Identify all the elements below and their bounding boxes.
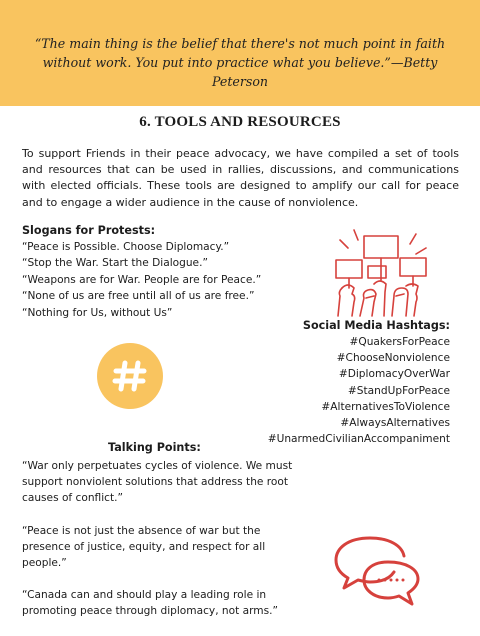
hashtag-item: #DiplomacyOverWar [338,368,450,381]
hashtag-item: #AlwaysAlternatives [340,417,450,430]
talking-point: “War only perpetuates cycles of violence. We must support nonviolent solutions that address the root causes of conflict.” [22,460,293,505]
hashtags-block [268,319,450,447]
hashtag-item: #StandUpForPeace [347,384,450,397]
hashtags-heading: Social Media Hashtags: [302,319,450,332]
slogan-item: “Peace is Possible. Choose Diplomacy.” [22,241,230,253]
speech-bubbles-icon [330,532,426,616]
talking-points-block [22,441,302,636]
hashtag-icon [97,343,163,409]
slogans-list [22,239,292,321]
slogan-item: “Nothing for Us, without Us” [22,306,173,319]
slogans-block [22,224,292,321]
section-title: 6. TOOLS AND RESOURCES [139,114,341,130]
intro-paragraph: To support Friends in their peace advocacy, we have compiled a set of tools and resources that can be used in rallies, discussions, and communications with elected officials. These tools are designed to amplify our call for peace and to engage a wider audience in the cause of nonviolence. [22,147,459,209]
slogan-item: “Weapons are for War. People are for Peace.” [22,273,262,286]
slogans-heading: Slogans for Protests: [22,224,156,237]
hashtag-item: #ChooseNonviolence [336,352,450,365]
talking-point: “Peace is not just the absence of war but the presence of justice, equity, and respect for all people.” [22,524,266,570]
talking-point: “Canada can and should play a leading role in promoting peace through diplomacy, not arms.” [22,589,278,618]
hashtag-item: #QuakersForPeace [349,336,450,348]
quote-banner [0,0,480,106]
slogan-item: “Stop the War. Start the Dialogue.” [22,257,208,270]
hashtags-list [268,334,450,447]
banner-quote: “The main thing is the belief that there's not much point in faith without work. You put into practice what you believe.”—Betty Peterson [34,36,446,89]
slogan-item: “None of us are free until all of us are free.” [22,290,255,303]
hashtag-item: #UnarmedCivilianAccompaniment [267,433,450,446]
protest-signs-icon [326,222,438,322]
talking-points-heading: Talking Points: [108,441,201,454]
hashtag-item: #AlternativesToViolence [321,400,450,413]
